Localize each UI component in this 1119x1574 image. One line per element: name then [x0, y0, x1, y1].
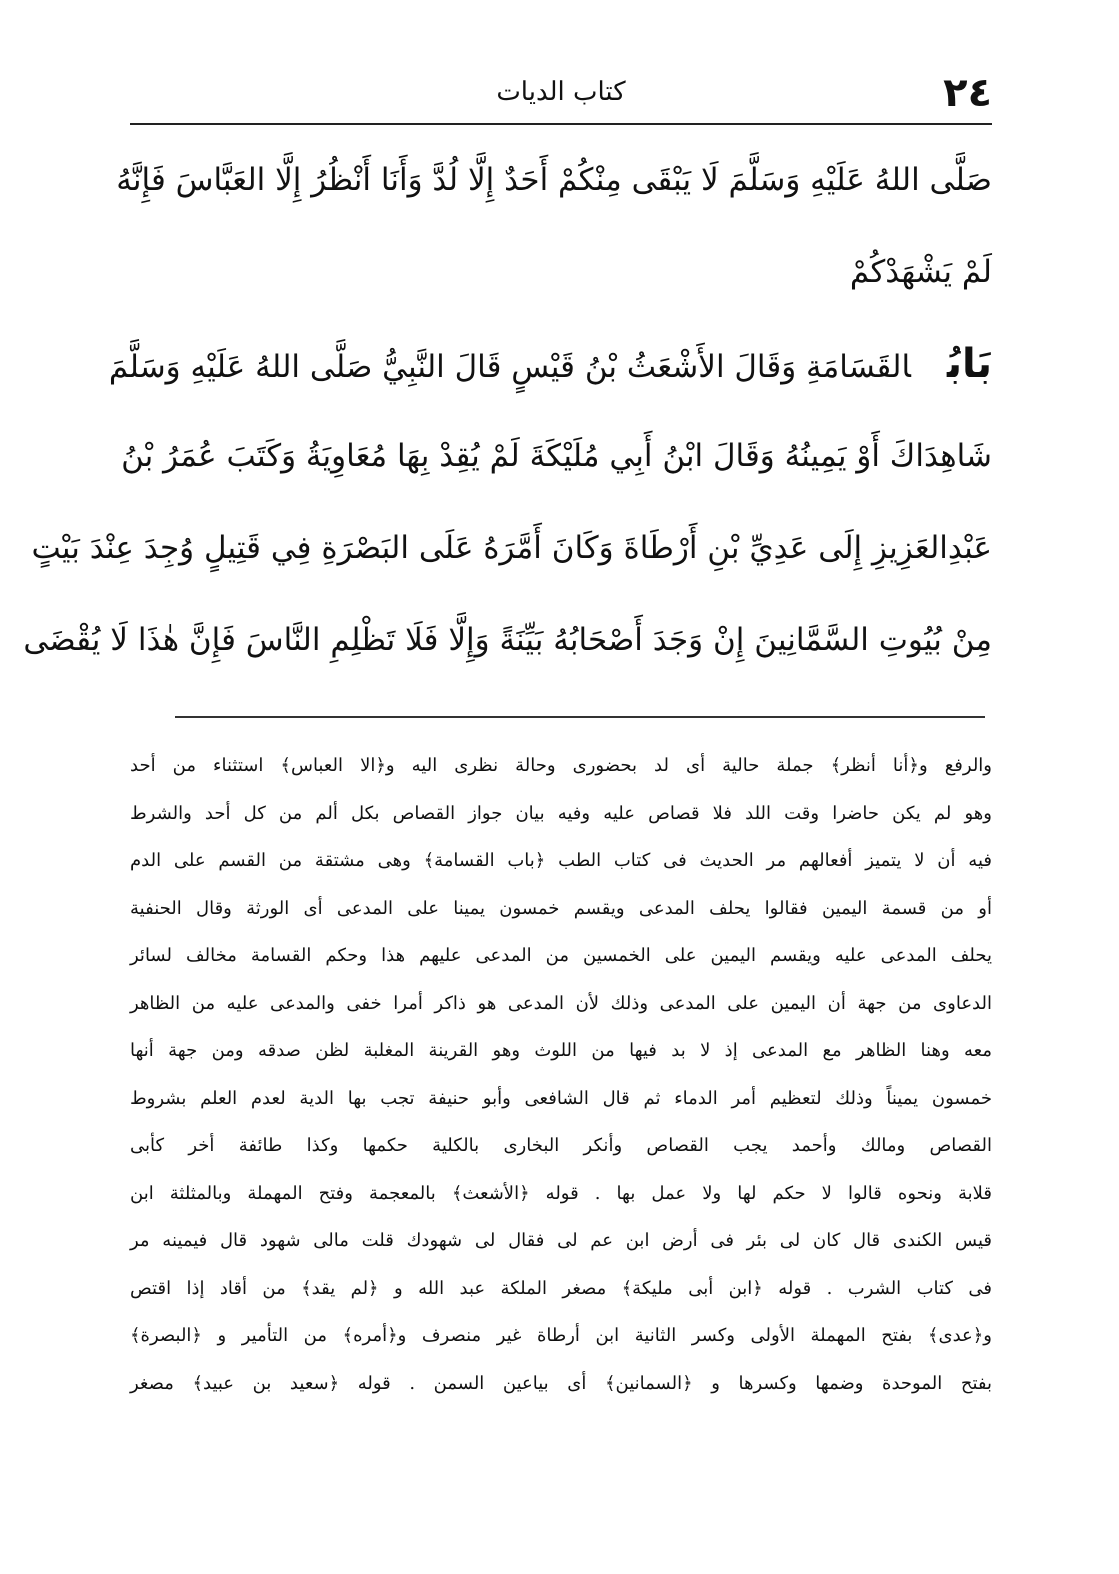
- commentary-line: فى كتاب الشرب . قوله ﴿ابن أبى مليكة﴾ مصغر الملكة عبد الله و ﴿لم يقد﴾ من أقاد إذا اقتص: [130, 1277, 992, 1299]
- main-text: [23, 134, 992, 686]
- main-text-line: عَبْدِالعَزِيزِ إِلَى عَدِيِّ بْنِ أَرْطَاةَ وَكَانَ أَمَّرَهُ عَلَى البَصْرَةِ فِي قَتِيلٍ وُجِدَ عِنْدَ بَيْتٍ: [31, 530, 992, 566]
- main-text-line: مِنْ بُيُوتِ السَّمَّانِينَ إِنْ وَجَدَ أَصْحَابُهُ بَيِّنَةً وَإِلَّا فَلَا تَظْلِمِ النَّاسَ فَإِنَّ هٰذَا لَا يُقْضَى: [23, 622, 992, 658]
- commentary: [130, 742, 992, 1407]
- page-header: [130, 66, 992, 120]
- running-title: كتاب الديات: [496, 77, 626, 107]
- commentary-line: قيس الكندى قال كان لى بئر فى أرض ابن عم لى فقال لى شهودك قلت مالى شهود قال فيمينه مر: [130, 1230, 992, 1251]
- bab-heading-text: القَسَامَةِ وَقَالَ الأَشْعَثُ بْنُ قَيْسٍ قَالَ النَّبِيُّ صَلَّى اللهُ عَلَيْهِ وَسَلَّمَ: [108, 349, 911, 385]
- commentary-line: الدعاوى من جهة أن اليمين على المدعى وذلك لأن المدعى هو ذاكر أمرا خفى والمدعى عليه من الظاهر: [130, 992, 992, 1014]
- commentary-line: معه وهنا الظاهر مع المدعى إذ لا بد فيها من اللوث وهو القرينة المغلبة لظن صدقه ومن جهة أنها: [130, 1040, 992, 1061]
- commentary-line: وهو لم يكن حاضرا وقت اللد فلا قصاص عليه وفيه بيان جواز القصاص بكل ألم من كل أحد والشرط: [130, 802, 992, 824]
- bab-label: بَابُ: [946, 341, 992, 387]
- bab-heading-line: [108, 318, 992, 410]
- commentary-line: والرفع و﴿أنا أنظر﴾ جملة حالية أى لد بحضورى وحالة نظرى اليه و﴿الا العباس﴾ استثناء من أحد: [130, 755, 992, 776]
- commentary-line: و﴿عدى﴾ بفتح المهملة الأولى وكسر الثانية ابن أرطاة غير منصرف و﴿أمره﴾ من التأمير و ﴿البصرة﴾: [130, 1325, 993, 1346]
- commentary-line: قلابة ونحوه قالوا لا حكم لها ولا عمل بها . قوله ﴿الأشعث﴾ بالمعجمة وفتح المهملة وبالمثلثة ابن: [130, 1182, 992, 1204]
- page-number: ٢٤: [943, 70, 992, 116]
- commentary-line: أو من قسمة اليمين فقالوا يحلف المدعى ويقسم خمسون يمينا على المدعى أى الورثة وقال الحنفية: [130, 897, 992, 919]
- main-text-line: صَلَّى اللهُ عَلَيْهِ وَسَلَّمَ لَا يَبْقَى مِنْكُمْ أَحَدٌ إِلَّا لُدَّ وَأَنَا أَنْظُرُ إِلَّا العَبَّاسَ فَإِنَّهُ: [116, 162, 992, 198]
- commentary-line: يحلف المدعى عليه ويقسم اليمين على الخمسين من المدعى عليهم هذا وحكم القسامة مخالف لسائر: [130, 945, 992, 966]
- commentary-line: فيه أن لا يتميز أفعالهم مر الحديث فى كتاب الطب ﴿باب القسامة﴾ وهى مشتقة من القسم على الدم: [130, 850, 992, 871]
- commentary-line: بفتح الموحدة وضمها وكسرها و ﴿السمانين﴾ أى بياعين السمن . قوله ﴿سعيد بن عبيد﴾ مصغر: [130, 1372, 992, 1394]
- commentary-line: خمسون يميناً وذلك لتعظيم أمر الدماء ثم قال الشافعى وأبو حنيفة تجب بها الدية لعدم العلم بشروط: [130, 1087, 992, 1109]
- main-text-line: شَاهِدَاكَ أَوْ يَمِينُهُ وَقَالَ ابْنُ أَبِي مُلَيْكَةَ لَمْ يُقِدْ بِهَا مُعَاوِيَةُ وَكَتَبَ عُمَرُ بْنُ: [121, 438, 992, 474]
- footnote-divider: [175, 716, 985, 718]
- main-text-line: لَمْ يَشْهَدْكُمْ: [849, 254, 992, 290]
- commentary-line: القصاص ومالك وأحمد يجب القصاص وأنكر البخارى بالكلية حكمها وكذا طائفة أخر كأبى: [130, 1135, 992, 1156]
- header-rule: [130, 123, 992, 125]
